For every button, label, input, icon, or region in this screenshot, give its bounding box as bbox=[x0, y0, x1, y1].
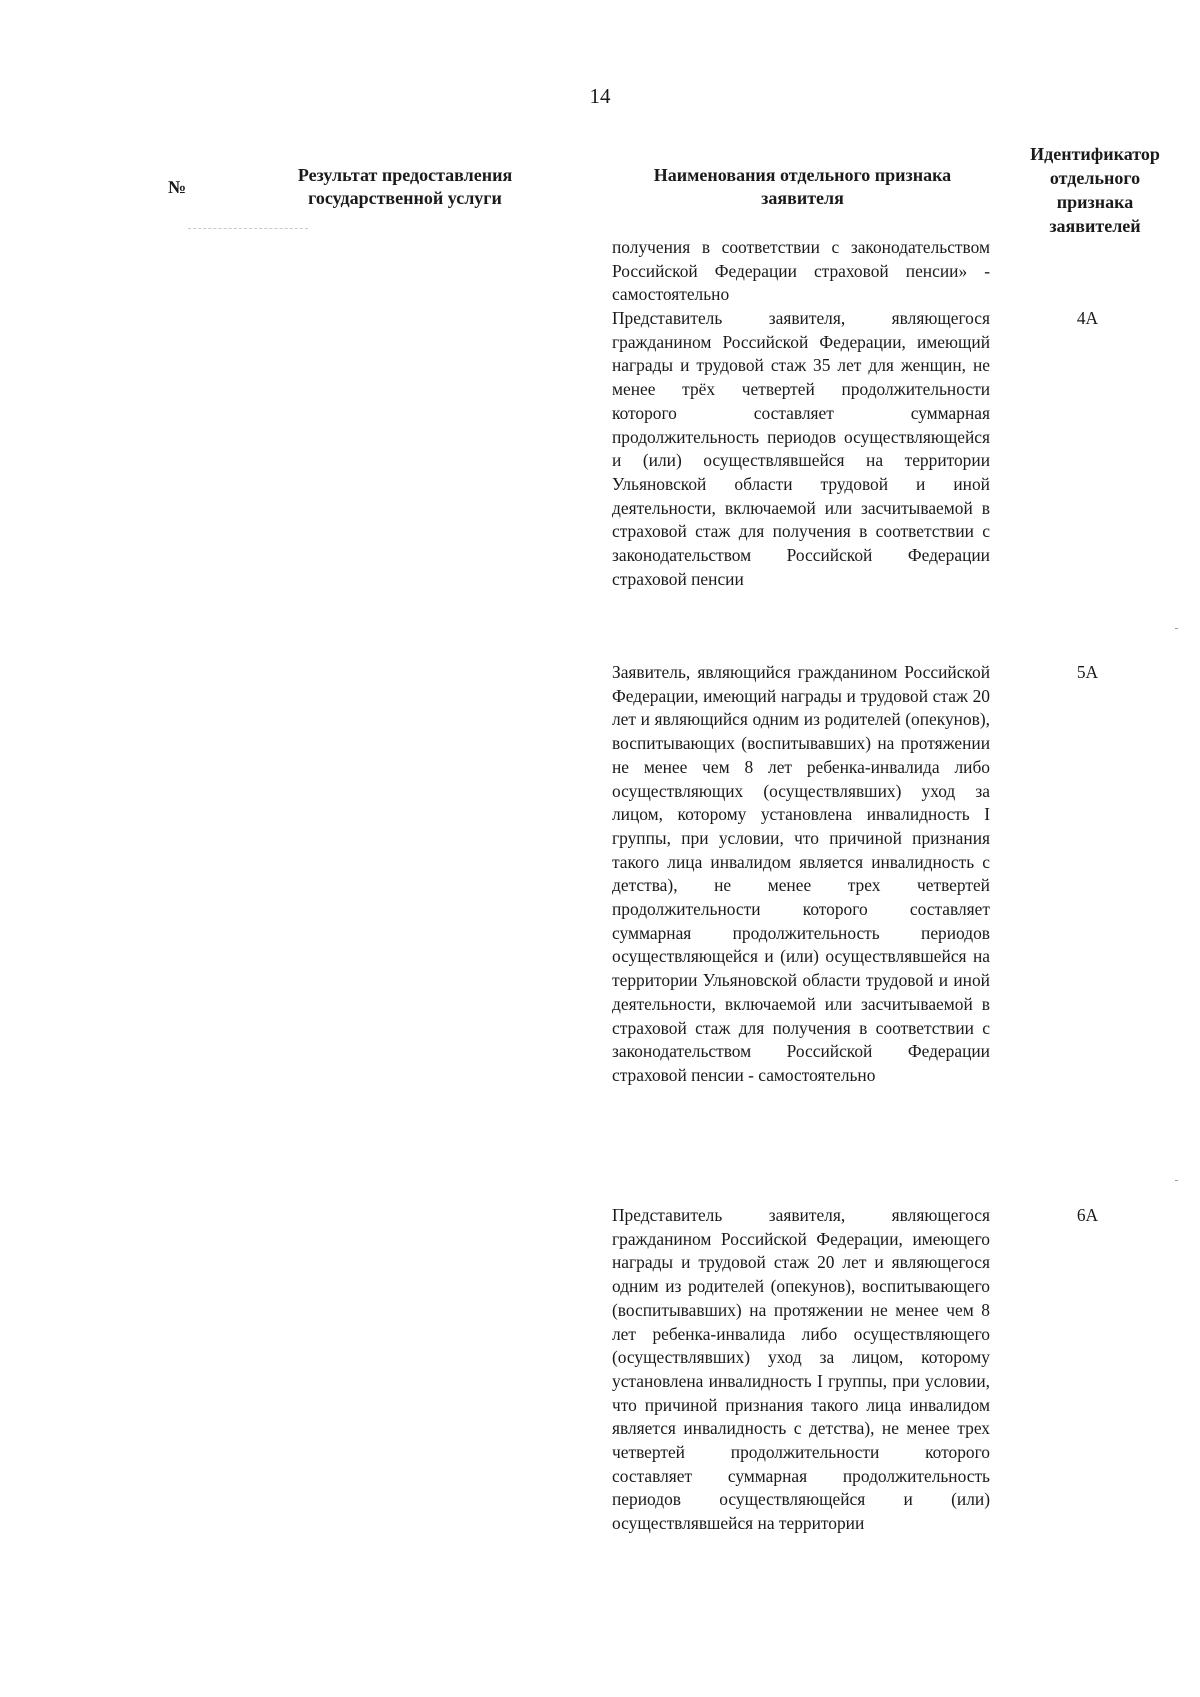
attribute-identifier: 5А bbox=[1076, 662, 1099, 682]
column-header-result: Результат предоставления государственной услуги bbox=[297, 165, 513, 208]
applicant-attribute-text: Представитель заявителя, являющегося гражданином Российской Федерации, имеющий награды и трудовой стаж 35 лет для женщин, не менее трёх четвертей продолжительности которого составляет суммарная продолжительность периодов осуществляющейся и (или) осуществлявшейся на территории Ульяновской области трудовой и иной деятельности, включаемой или засчитываемой в страховой стаж для получения в соответствии с законодательством Российской Федерации страховой пенсии bbox=[612, 308, 990, 589]
attribute-identifier: 4А bbox=[1076, 308, 1099, 328]
page-number: 14 bbox=[589, 84, 611, 108]
applicant-attribute-text: получения в соответствии с законодательством Российской Федерации страховой пенсии» - самостоятельно bbox=[612, 237, 990, 305]
scan-artifact-mark bbox=[1175, 1180, 1178, 1181]
applicant-attribute-text: Представитель заявителя, являющегося гражданином Российской Федерации, имеющего награды и трудовой стаж 20 лет и являющегося одним из родителей (опекунов), воспитывающего (воспитывавших) на протяжении не менее чем 8 лет ребенка-инвалида либо осуществляющего (осуществлявших) уход за лицом, которому установлена инвалидность I группы, при условии, что причиной признания такого лица инвалидом является инвалидность с детства), не менее трех четвертей продолжительности которого составляет суммарная продолжительность периодов осуществляющейся и (или) осуществлявшейся на территории bbox=[612, 1205, 990, 1534]
applicant-attribute-text: Заявитель, являющийся гражданином Российской Федерации, имеющий награды и трудовой стаж 20 лет и являющийся одним из родителей (опекунов), воспитывающих (воспитывавших) на протяжении не менее чем 8 лет ребенка-инвалида либо осуществляющих (осуществлявших) уход за лицом, которому установлена инвалидность I группы, при условии, что причиной признания такого лица инвалидом является инвалидность с детства), не менее трех четвертей продолжительности которого составляет суммарная продолжительность периодов осуществляющейся и (или) осуществлявшейся на территории Ульяновской области трудовой и иной деятельности, включаемой или засчитываемой в страховой стаж для получения в соответствии с законодательством Российской Федерации страховой пенсии - самостоятельно bbox=[612, 662, 990, 1085]
column-header-applicant-attribute: Наименования отдельного признака заявителя bbox=[653, 165, 952, 208]
scan-artifact-mark bbox=[1175, 628, 1178, 629]
scan-artifact-dots bbox=[188, 228, 308, 229]
attribute-identifier: 6А bbox=[1076, 1205, 1099, 1225]
column-header-identifier: Идентификатор отдельного признака заявителей bbox=[1030, 144, 1160, 236]
column-header-number: № bbox=[168, 177, 187, 197]
